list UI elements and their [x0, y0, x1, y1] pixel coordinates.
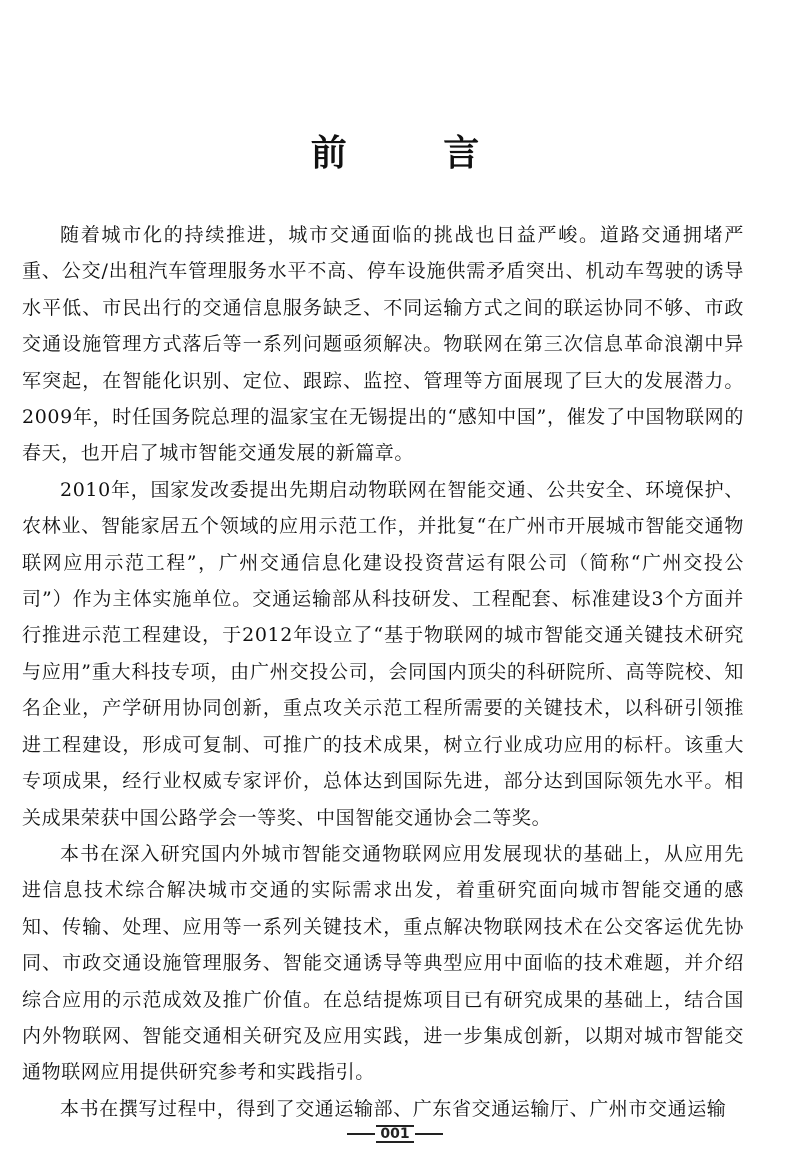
- body-text: [22, 217, 744, 1127]
- page-number: 001: [376, 1125, 413, 1143]
- footer-rule-left: [347, 1133, 375, 1135]
- paragraph: 随着城市化的持续推进，城市交通面临的挑战也日益严峻。道路交通拥堵严重、公交/出租汽车管理服务水平不高、停车设施供需矛盾突出、机动车驾驶的诱导水平低、市民出行的交通信息服务缺乏、不同运输方式之间的联运协同不够、市政交通设施管理方式落后等一系列问题亟须解决。物联网在第三次信息革命浪潮中异军突起，在智能化识别、定位、跟踪、监控、管理等方面展现了巨大的发展潜力。2009年，时任国务院总理的温家宝在无锡提出的“感知中国”，催发了中国物联网的春天，也开启了城市智能交通发展的新篇章。: [22, 224, 744, 465]
- page-footer: [0, 1124, 790, 1144]
- footer-rule-right: [415, 1133, 443, 1135]
- paragraph: 本书在撰写过程中，得到了交通运输部、广东省交通运输厅、广州市交通运输: [60, 1097, 727, 1120]
- page-title: 前 言: [310, 132, 522, 174]
- paragraph: 2010年，国家发改委提出先期启动物联网在智能交通、公共安全、环境保护、农林业、智能家居五个领域的应用示范工作，并批复“在广州市开展城市智能交通物联网应用示范工程”，广州交通信息化建设投资营运有限公司（简称“广州交投公司”）作为主体实施单位。交通运输部从科技研发、工程配套、标准建设3个方面并行推进示范工程建设，于2012年设立了“基于物联网的城市智能交通关键技术研究与应用”重大科技专项，由广州交投公司，会同国内顶尖的科研院所、高等院校、知名企业，产学研用协同创新，重点攻关示范工程所需要的关键技术，以科研引领推进工程建设，形成可复制、可推广的技术成果，树立行业成功应用的标杆。该重大专项成果，经行业权威专家评价，总体达到国际先进，部分达到国际领先水平。相关成果荣获中国公路学会一等奖、中国智能交通协会二等奖。: [22, 478, 744, 829]
- paragraph: 本书在深入研究国内外城市智能交通物联网应用发展现状的基础上，从应用先进信息技术综合解决城市交通的实际需求出发，着重研究面向城市智能交通的感知、传输、处理、应用等一系列关键技术，重点解决物联网技术在公交客运优先协同、市政交通设施管理服务、智能交通诱导等典型应用中面临的技术难题，并介绍综合应用的示范成效及推广价值。在总结提炼项目已有研究成果的基础上，结合国内外物联网、智能交通相关研究及应用实践，进一步集成创新，以期对城市智能交通物联网应用提供研究参考和实践指引。: [22, 842, 744, 1084]
